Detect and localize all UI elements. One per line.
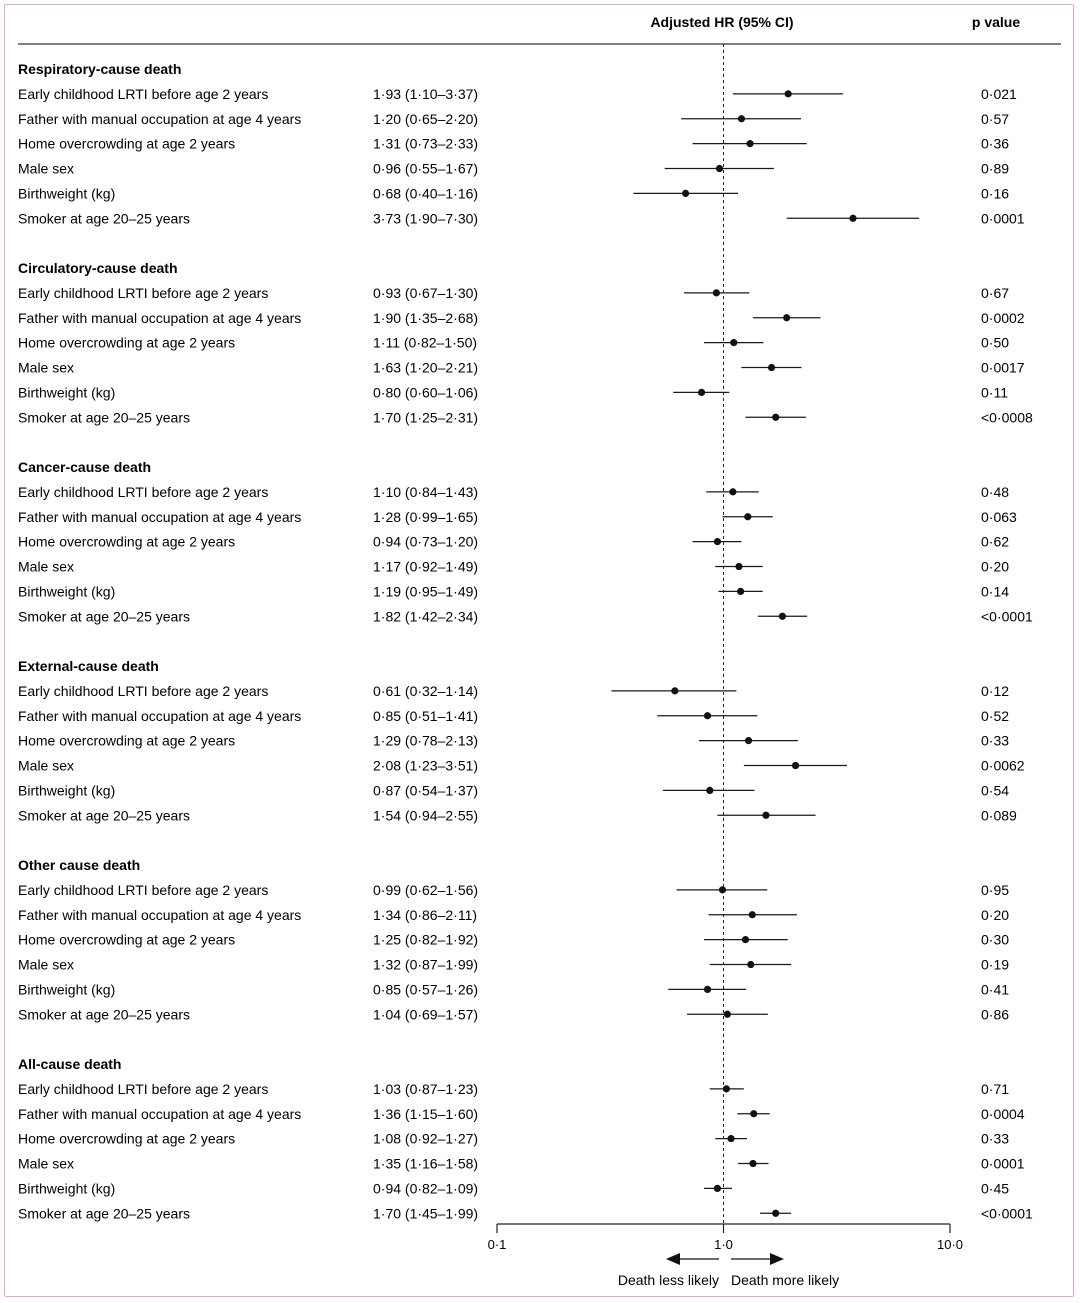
row-label: Birthweight (kg) <box>18 782 116 799</box>
row-label: Male sex <box>18 956 75 973</box>
row-label: Birthweight (kg) <box>18 384 116 401</box>
row-estimate: 1·82 (1·42–2·34) <box>373 608 479 625</box>
row-pvalue: 0·0001 <box>981 210 1025 227</box>
group-title: All-cause death <box>18 1056 122 1072</box>
axis-tick-label: 1·0 <box>714 1237 733 1252</box>
row-pvalue: 0·36 <box>981 135 1010 152</box>
group-title: Respiratory-cause death <box>18 61 182 77</box>
row-estimate: 1·08 (0·92–1·27) <box>373 1130 479 1147</box>
row-label: Early childhood LRTI before age 2 years <box>18 483 269 500</box>
row-estimate: 0·99 (0·62–1·56) <box>373 881 479 898</box>
row-pvalue: 0·41 <box>981 981 1010 998</box>
row-estimate: 1·17 (0·92–1·49) <box>373 558 479 575</box>
row-estimate: 1·20 (0·65–2·20) <box>373 110 479 127</box>
row-pvalue: 0·52 <box>981 707 1010 724</box>
row-label: Home overcrowding at age 2 years <box>18 334 236 351</box>
hr-point <box>716 165 723 172</box>
hr-point <box>719 886 726 893</box>
row-estimate: 1·25 (0·82–1·92) <box>373 931 479 948</box>
row-label: Birthweight (kg) <box>18 185 116 202</box>
row-label: Father with manual occupation at age 4 years <box>18 1105 302 1122</box>
hr-point <box>706 787 713 794</box>
row-label: Home overcrowding at age 2 years <box>18 732 236 749</box>
row-pvalue: 0·20 <box>981 906 1010 923</box>
hr-point <box>783 314 790 321</box>
row-pvalue: 0·16 <box>981 185 1010 202</box>
row-estimate: 1·90 (1·35–2·68) <box>373 309 479 326</box>
row-pvalue: 0·19 <box>981 956 1010 973</box>
row-label: Home overcrowding at age 2 years <box>18 135 236 152</box>
hr-point <box>762 812 769 819</box>
hr-point <box>792 762 799 769</box>
row-label: Smoker at age 20–25 years <box>18 1205 190 1222</box>
row-label: Male sex <box>18 1155 75 1172</box>
row-label: Male sex <box>18 160 75 177</box>
row-label: Father with manual occupation at age 4 years <box>18 906 302 923</box>
row-estimate: 0·68 (0·40–1·16) <box>373 185 479 202</box>
hr-point <box>730 339 737 346</box>
hr-point <box>713 289 720 296</box>
arrow-left-head <box>666 1253 680 1265</box>
row-estimate: 1·19 (0·95–1·49) <box>373 583 479 600</box>
axis-tick-label: 0·1 <box>487 1237 507 1252</box>
hr-point <box>714 1185 721 1192</box>
row-pvalue: 0·33 <box>981 1130 1010 1147</box>
row-label: Male sex <box>18 757 75 774</box>
row-pvalue: <0·0001 <box>981 1205 1033 1222</box>
row-estimate: 0·93 (0·67–1·30) <box>373 284 479 301</box>
row-estimate: 0·94 (0·73–1·20) <box>373 533 479 550</box>
hr-point <box>742 936 749 943</box>
row-pvalue: 0·0017 <box>981 359 1025 376</box>
hr-point <box>745 737 752 744</box>
row-pvalue: 0·33 <box>981 732 1010 749</box>
hr-point <box>704 986 711 993</box>
hr-point <box>849 215 856 222</box>
row-estimate: 2·08 (1·23–3·51) <box>373 757 479 774</box>
row-label: Home overcrowding at age 2 years <box>18 1130 236 1147</box>
row-estimate: 1·11 (0·82–1·50) <box>373 334 478 351</box>
hr-point <box>704 712 711 719</box>
row-pvalue: 0·67 <box>981 284 1010 301</box>
hr-point <box>698 389 705 396</box>
row-estimate: 1·54 (0·94–2·55) <box>373 807 479 824</box>
row-estimate: 0·80 (0·60–1·06) <box>373 384 479 401</box>
row-pvalue: 0·30 <box>981 931 1010 948</box>
row-pvalue: 0·0062 <box>981 757 1025 774</box>
row-label: Early childhood LRTI before age 2 years <box>18 881 269 898</box>
row-label: Early childhood LRTI before age 2 years <box>18 1080 269 1097</box>
hr-point <box>682 190 689 197</box>
row-estimate: 1·70 (1·25–2·31) <box>373 409 479 426</box>
hr-point <box>738 115 745 122</box>
row-label: Home overcrowding at age 2 years <box>18 533 236 550</box>
hr-point <box>737 588 744 595</box>
group-title: Cancer-cause death <box>18 459 152 475</box>
row-estimate: 1·31 (0·73–2·33) <box>373 135 479 152</box>
hr-point <box>772 1210 779 1217</box>
row-label: Father with manual occupation at age 4 years <box>18 707 302 724</box>
row-pvalue: 0·50 <box>981 334 1010 351</box>
row-pvalue: 0·95 <box>981 881 1010 898</box>
row-pvalue: 0·0002 <box>981 309 1025 326</box>
row-estimate: 0·85 (0·57–1·26) <box>373 981 479 998</box>
row-estimate: 0·85 (0·51–1·41) <box>373 707 479 724</box>
forest-rows <box>18 61 1033 1221</box>
hr-point <box>779 613 786 620</box>
hr-point <box>727 1135 734 1142</box>
row-pvalue: 0·86 <box>981 1006 1010 1023</box>
row-pvalue: 0·0001 <box>981 1155 1025 1172</box>
row-label: Home overcrowding at age 2 years <box>18 931 236 948</box>
row-pvalue: 0·48 <box>981 483 1010 500</box>
row-estimate: 0·96 (0·55–1·67) <box>373 160 479 177</box>
group-title: Other cause death <box>18 857 141 873</box>
row-pvalue: 0·45 <box>981 1180 1010 1197</box>
row-pvalue: 0·089 <box>981 807 1017 824</box>
row-label: Birthweight (kg) <box>18 1180 116 1197</box>
hr-point <box>729 488 736 495</box>
estimate-header: Adjusted HR (95% CI) <box>650 14 794 30</box>
row-pvalue: 0·11 <box>981 384 1008 401</box>
row-label: Smoker at age 20–25 years <box>18 210 190 227</box>
axis-tick-label: 10·0 <box>936 1237 964 1252</box>
arrow-right-head <box>770 1253 784 1265</box>
row-pvalue: 0·021 <box>981 85 1017 102</box>
row-estimate: 1·28 (0·99–1·65) <box>373 508 479 525</box>
row-estimate: 0·87 (0·54–1·37) <box>373 782 479 799</box>
row-estimate: 1·10 (0·84–1·43) <box>373 483 479 500</box>
hr-point <box>744 513 751 520</box>
row-pvalue: 0·62 <box>981 533 1010 550</box>
row-pvalue: 0·063 <box>981 508 1017 525</box>
row-label: Smoker at age 20–25 years <box>18 807 190 824</box>
row-pvalue: 0·14 <box>981 583 1010 600</box>
hr-point <box>746 140 753 147</box>
row-estimate: 1·04 (0·69–1·57) <box>373 1006 479 1023</box>
row-pvalue: 0·12 <box>981 682 1010 699</box>
row-estimate: 1·29 (0·78–2·13) <box>373 732 479 749</box>
hr-point <box>768 364 775 371</box>
row-label: Father with manual occupation at age 4 years <box>18 309 302 326</box>
row-label: Smoker at age 20–25 years <box>18 608 190 625</box>
row-label: Father with manual occupation at age 4 years <box>18 508 302 525</box>
hr-point <box>714 538 721 545</box>
row-estimate: 1·93 (1·10–3·37) <box>373 85 479 102</box>
row-estimate: 1·34 (0·86–2·11) <box>373 906 478 923</box>
row-label: Early childhood LRTI before age 2 years <box>18 682 269 699</box>
row-pvalue: 0·71 <box>981 1080 1010 1097</box>
row-label: Male sex <box>18 359 75 376</box>
row-pvalue: <0·0001 <box>981 608 1033 625</box>
row-label: Male sex <box>18 558 75 575</box>
row-estimate: 1·70 (1·45–1·99) <box>373 1205 479 1222</box>
hr-point <box>750 1110 757 1117</box>
row-label: Smoker at age 20–25 years <box>18 409 190 426</box>
row-pvalue: 0·54 <box>981 782 1010 799</box>
hr-point <box>785 90 792 97</box>
row-estimate: 0·61 (0·32–1·14) <box>373 682 479 699</box>
direction-label-right: Death more likely <box>731 1272 840 1288</box>
row-label: Father with manual occupation at age 4 years <box>18 110 302 127</box>
row-estimate: 1·35 (1·16–1·58) <box>373 1155 479 1172</box>
row-pvalue: 0·57 <box>981 110 1010 127</box>
hr-point <box>735 563 742 570</box>
x-axis <box>488 44 963 1265</box>
group-title: External-cause death <box>18 658 159 674</box>
row-estimate: 0·94 (0·82–1·09) <box>373 1180 479 1197</box>
row-label: Smoker at age 20–25 years <box>18 1006 190 1023</box>
row-pvalue: 0·0004 <box>981 1105 1025 1122</box>
hr-point <box>724 1011 731 1018</box>
row-estimate: 3·73 (1·90–7·30) <box>373 210 479 227</box>
row-label: Birthweight (kg) <box>18 583 116 600</box>
group-title: Circulatory-cause death <box>18 260 178 276</box>
direction-label-left: Death less likely <box>617 1272 719 1288</box>
row-label: Birthweight (kg) <box>18 981 116 998</box>
row-pvalue: 0·20 <box>981 558 1010 575</box>
row-estimate: 1·32 (0·87–1·99) <box>373 956 479 973</box>
hr-point <box>671 687 678 694</box>
row-pvalue: 0·89 <box>981 160 1010 177</box>
hr-point <box>749 911 756 918</box>
hr-point <box>749 1160 756 1167</box>
pvalue-header: p value <box>971 14 1021 30</box>
hr-point <box>772 414 779 421</box>
hr-point <box>747 961 754 968</box>
row-estimate: 1·36 (1·15–1·60) <box>373 1105 479 1122</box>
row-label: Early childhood LRTI before age 2 years <box>18 284 269 301</box>
row-pvalue: <0·0008 <box>981 409 1033 426</box>
row-label: Early childhood LRTI before age 2 years <box>18 85 269 102</box>
row-estimate: 1·63 (1·20–2·21) <box>373 359 479 376</box>
row-estimate: 1·03 (0·87–1·23) <box>373 1080 479 1097</box>
